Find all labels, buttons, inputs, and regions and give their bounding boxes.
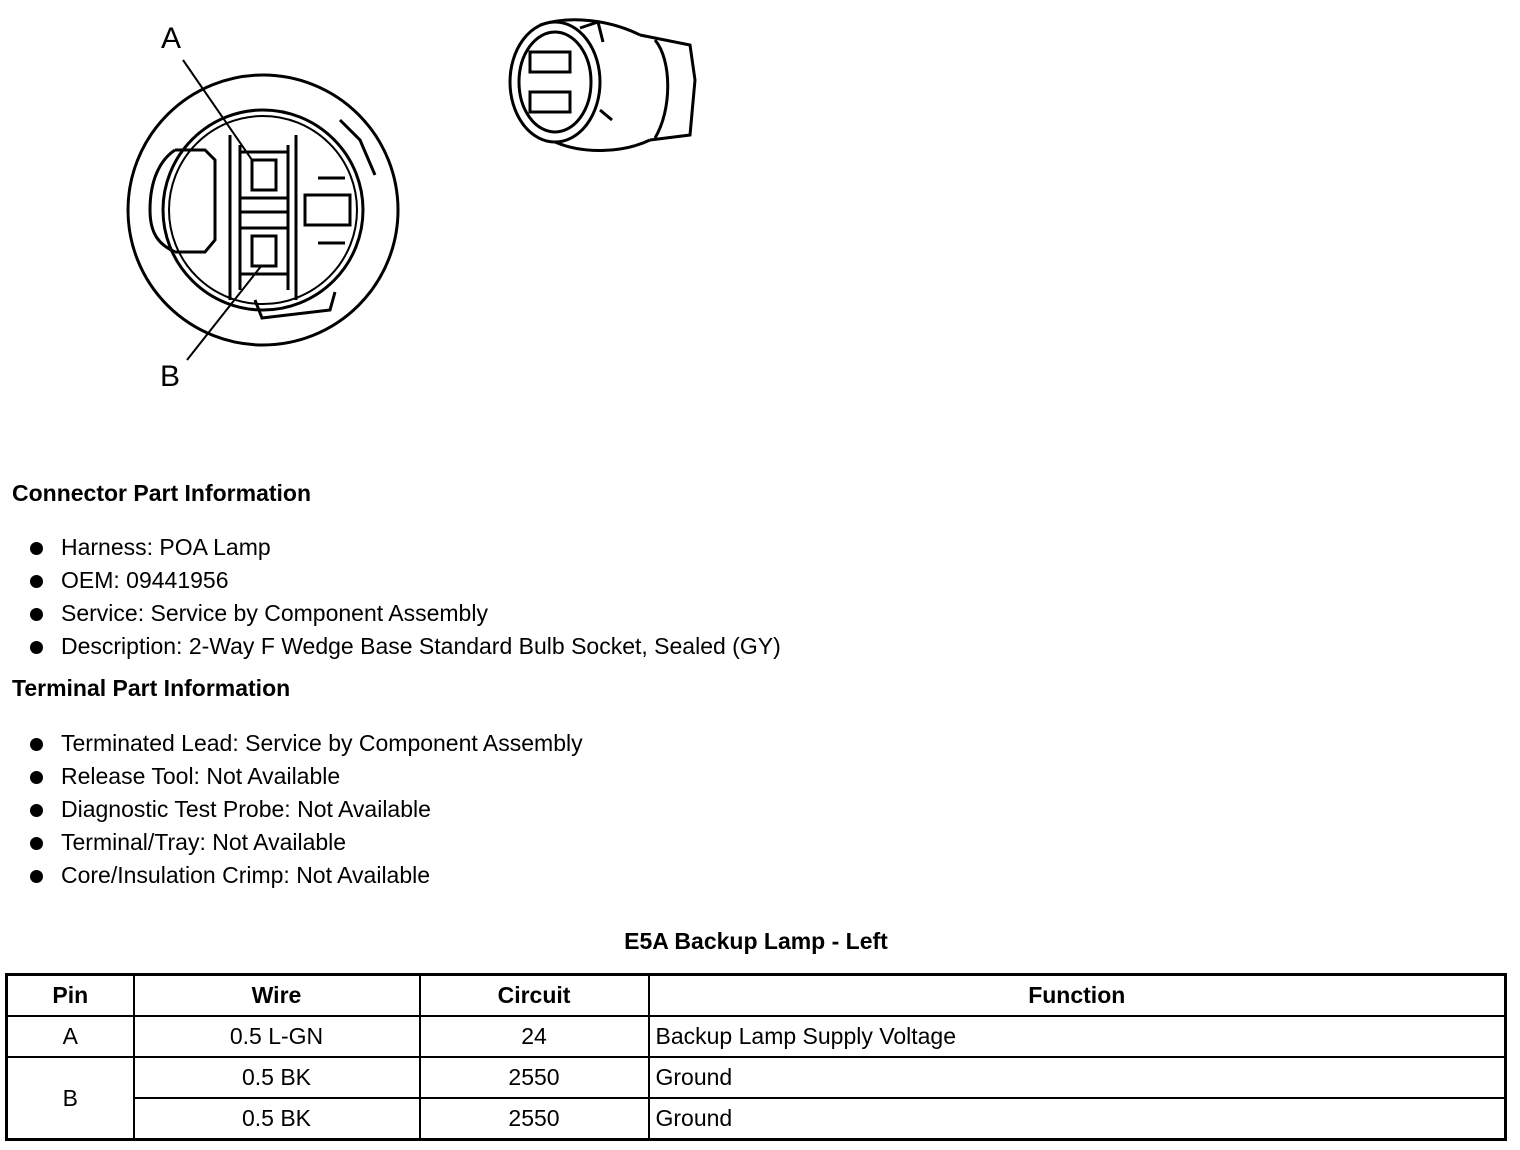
list-item: Harness: POA Lamp (28, 531, 781, 564)
list-item: Diagnostic Test Probe: Not Available (28, 793, 583, 826)
pin-table-title: E5A Backup Lamp - Left (624, 928, 888, 954)
connector-part-list (28, 531, 781, 663)
bullet-icon (30, 738, 43, 751)
terminal-part-title: Terminal Part Information (12, 675, 291, 701)
pin-b-label: B (160, 360, 181, 393)
header-circuit: Circuit (420, 975, 649, 1017)
bullet-icon (30, 608, 43, 621)
cell-wire: 0.5 L-GN (134, 1016, 420, 1057)
connector-3d-view (510, 20, 695, 151)
cell-pin: B (7, 1057, 134, 1140)
bullet-icon (30, 837, 43, 850)
cell-wire: 0.5 BK (134, 1057, 420, 1098)
cell-function: Ground (649, 1098, 1506, 1140)
header-pin: Pin (7, 975, 134, 1017)
table-row (7, 1016, 1506, 1057)
pin-a-leader (183, 60, 252, 160)
cell-circuit: 24 (420, 1016, 649, 1057)
bullet-icon (30, 771, 43, 784)
bullet-icon (30, 870, 43, 883)
cell-function: Backup Lamp Supply Voltage (649, 1016, 1506, 1057)
connector-inner-ring (163, 110, 363, 310)
pin-table (5, 973, 1507, 1141)
list-item: Description: 2-Way F Wedge Base Standard Bulb Socket, Sealed (GY) (28, 630, 781, 663)
list-item: Service: Service by Component Assembly (28, 597, 781, 630)
header-function: Function (649, 975, 1506, 1017)
cell-function: Ground (649, 1057, 1506, 1098)
cell-wire: 0.5 BK (134, 1098, 420, 1140)
bullet-icon (30, 575, 43, 588)
cell-pin: A (7, 1016, 134, 1057)
terminal-part-list (28, 727, 583, 892)
table-row (7, 1057, 1506, 1098)
bullet-icon (30, 804, 43, 817)
table-header-row (7, 975, 1506, 1017)
list-item: Terminal/Tray: Not Available (28, 826, 583, 859)
list-item: Core/Insulation Crimp: Not Available (28, 859, 583, 892)
table-row (7, 1098, 1506, 1140)
cell-circuit: 2550 (420, 1098, 649, 1140)
header-wire: Wire (134, 975, 420, 1017)
pin-a-label: A (161, 22, 182, 55)
connector-part-title: Connector Part Information (12, 480, 312, 506)
list-item: OEM: 09441956 (28, 564, 781, 597)
bullet-icon (30, 542, 43, 555)
list-item: Release Tool: Not Available (28, 760, 583, 793)
bullet-icon (30, 641, 43, 654)
cell-circuit: 2550 (420, 1057, 649, 1098)
list-item: Terminated Lead: Service by Component Assembly (28, 727, 583, 760)
connector-face-diagram (0, 0, 720, 400)
